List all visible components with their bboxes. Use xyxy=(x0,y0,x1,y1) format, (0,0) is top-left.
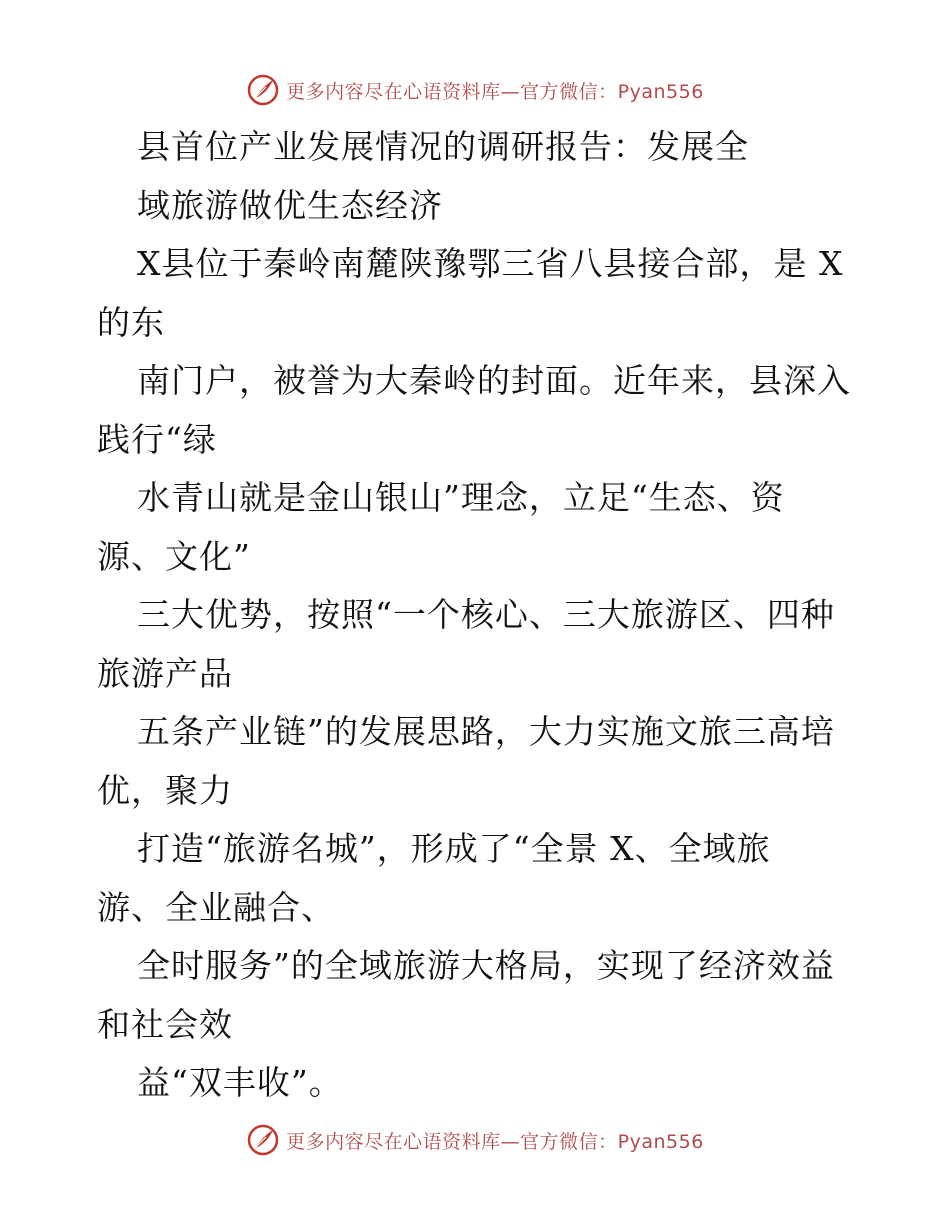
document-title-line-1: 县首位产业发展情况的调研报告：发展全 xyxy=(137,127,749,166)
document-text-line: 践行“绿 xyxy=(97,419,217,459)
document-text-line: 旅游产品 xyxy=(97,653,233,693)
feather-pen-logo-icon xyxy=(246,1123,280,1157)
header-banner-text: 更多内容尽在心语资料库—官方微信：Pyan556 xyxy=(286,80,704,103)
document-text-line: 益“双丰收”。 xyxy=(137,1063,343,1102)
document-text-line: 南门户，被誉为大秦岭的封面。近年来，县深入 xyxy=(137,361,851,400)
footer-banner-text: 更多内容尽在心语资料库—官方微信：Pyan556 xyxy=(286,1130,704,1153)
footer-banner xyxy=(0,1120,950,1160)
document-text-line: 打造“旅游名城”，形成了“全景 X、全域旅 xyxy=(137,829,771,868)
document-paragraph xyxy=(97,235,857,1113)
document-title-line-2: 域旅游做优生态经济 xyxy=(137,185,443,225)
document-text-line: 水青山就是金山银山”理念，立足“生态、资 xyxy=(137,478,785,517)
document-text-line: X县位于秦岭南麓陕豫鄂三省八县接合部，是 X xyxy=(137,244,844,283)
document-text-line: 三大优势，按照“一个核心、三大旅游区、四种 xyxy=(137,595,835,634)
document-text-line: 和社会效 xyxy=(97,1004,233,1044)
header-banner xyxy=(0,70,950,110)
document-text-line: 五条产业链”的发展思路，大力实施文旅三高培 xyxy=(137,712,835,751)
feather-pen-logo-icon xyxy=(246,73,280,107)
document-text-line: 游、全业融合、 xyxy=(97,887,335,927)
document-text-line: 全时服务”的全域旅游大格局，实现了经济效益 xyxy=(137,946,835,985)
document-text-line: 的东 xyxy=(97,302,165,342)
document-body xyxy=(97,118,857,1113)
document-text-line: 优，聚力 xyxy=(97,770,233,810)
document-text-line: 源、文化” xyxy=(97,536,251,576)
